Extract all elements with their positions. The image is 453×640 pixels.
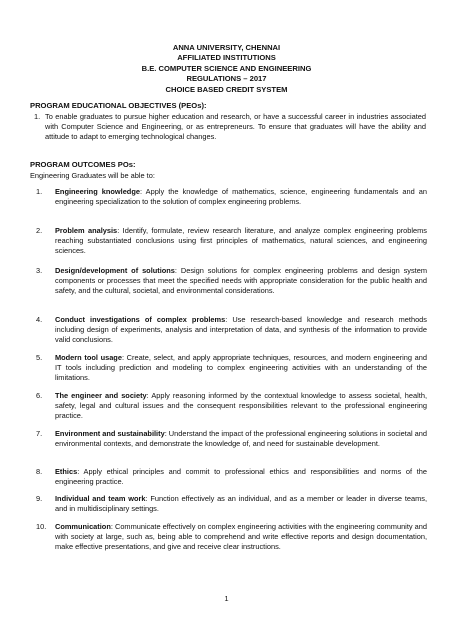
- po-item-title: Communication: [55, 522, 111, 531]
- po-item-title: Engineering knowledge: [55, 187, 140, 196]
- po-item-title: Conduct investigations of complex problems: [55, 315, 226, 324]
- po-item-number: 1.: [36, 187, 43, 196]
- header-regulations: REGULATIONS – 2017: [186, 74, 267, 84]
- po-item-text: : Design solutions for complex engineering problems and design system components or processes that meet the specified needs with appropriate consideration for the public health and safety, and the cultural, societal, and environmental considerations.: [55, 266, 427, 296]
- po-item-title: Individual and team work: [55, 494, 146, 503]
- po-item-text: : Use research-based knowledge and research methods including design of experiments, analysis and interpretation of data, and synthesis of the information to provide valid conclusions.: [55, 315, 427, 345]
- po-item-title: Problem analysis: [55, 226, 118, 235]
- po-item: [36, 226, 427, 257]
- peo-item-number: 1.: [34, 112, 41, 121]
- po-item-number: 4.: [36, 315, 43, 324]
- po-item-text: : Apply the knowledge of mathematics, science, engineering fundamentals and an engineering specialization to the solution of complex engineering problems.: [55, 187, 427, 207]
- po-item-title: The engineer and society: [55, 391, 147, 400]
- po-item-number: 8.: [36, 467, 43, 476]
- peo-heading: PROGRAM EDUCATIONAL OBJECTIVES (PEOs):: [30, 101, 207, 110]
- po-item-text: : Create, select, and apply appropriate techniques, resources, and modern engineering and IT tools including prediction and modeling to complex engineering activities with an understanding of the limitations.: [55, 353, 427, 383]
- po-item-title: Design/development of solutions: [55, 266, 175, 275]
- po-item-text: : Communicate effectively on complex engineering activities with the engineering community and with society at large, such as, being able to comprehend and write effective reports and design documentation, make effective presentations, and give and receive clear instructions.: [55, 522, 427, 552]
- po-intro: Engineering Graduates will be able to:: [30, 171, 155, 180]
- po-item-title: Environment and sustainability: [55, 429, 165, 438]
- po-item: [36, 266, 427, 297]
- header-university: ANNA UNIVERSITY, CHENNAI: [172, 43, 281, 52]
- po-item: [36, 353, 427, 384]
- po-item-number: 3.: [36, 266, 43, 275]
- po-item: [36, 494, 428, 514]
- po-item-title: Ethics: [55, 467, 78, 476]
- po-heading: PROGRAM OUTCOMES POs:: [30, 160, 136, 169]
- document-header: [0, 43, 453, 95]
- po-item: [36, 391, 427, 422]
- peo-item: [34, 112, 426, 152]
- header-affiliation: AFFILIATED INSTITUTIONS: [177, 53, 276, 63]
- po-item: [36, 429, 427, 449]
- po-item: [36, 187, 427, 207]
- po-item-text: : Apply reasoning informed by the contextual knowledge to assess societal, health, safety, legal and cultural issues and the consequent responsibilities relevant to the professional engineering practice.: [55, 391, 427, 421]
- po-item-number: 6.: [36, 391, 43, 400]
- po-item: [36, 315, 427, 346]
- po-item: [36, 467, 427, 487]
- po-item-number: 10.: [36, 522, 47, 531]
- po-item-text: : Understand the impact of the professional engineering solutions in societal and environmental contexts, and demonstrate the knowledge of, and need for sustainable development.: [55, 429, 427, 449]
- po-item-number: 9.: [36, 494, 43, 503]
- peo-item-text: To enable graduates to pursue higher education and research, or have a successful career in industries associated with Computer Science and Engineering, or as entrepreneurs. To ensure that graduates will have the ability and attitude to adapt to emerging technological changes.: [45, 112, 426, 141]
- po-item: [36, 522, 427, 553]
- header-system: CHOICE BASED CREDIT SYSTEM: [165, 84, 288, 94]
- po-item-text: : Apply ethical principles and commit to professional ethics and responsibilities and norms of the engineering practice.: [55, 467, 427, 487]
- page-number: 1: [224, 594, 229, 603]
- po-item-number: 2.: [36, 226, 43, 235]
- po-item-text: : Identify, formulate, review research literature, and analyze complex engineering problems reaching substantiated conclusions using first principles of mathematics, natural sciences, and engineering sciences.: [55, 226, 427, 256]
- po-item-number: 7.: [36, 429, 43, 438]
- po-item-number: 5.: [36, 353, 43, 362]
- po-item-text: : Function effectively as an individual, and as a member or leader in diverse teams, and in multidisciplinary settings.: [55, 494, 428, 514]
- po-item-title: Modern tool usage: [55, 353, 122, 362]
- header-program: B.E. COMPUTER SCIENCE AND ENGINEERING: [141, 63, 312, 73]
